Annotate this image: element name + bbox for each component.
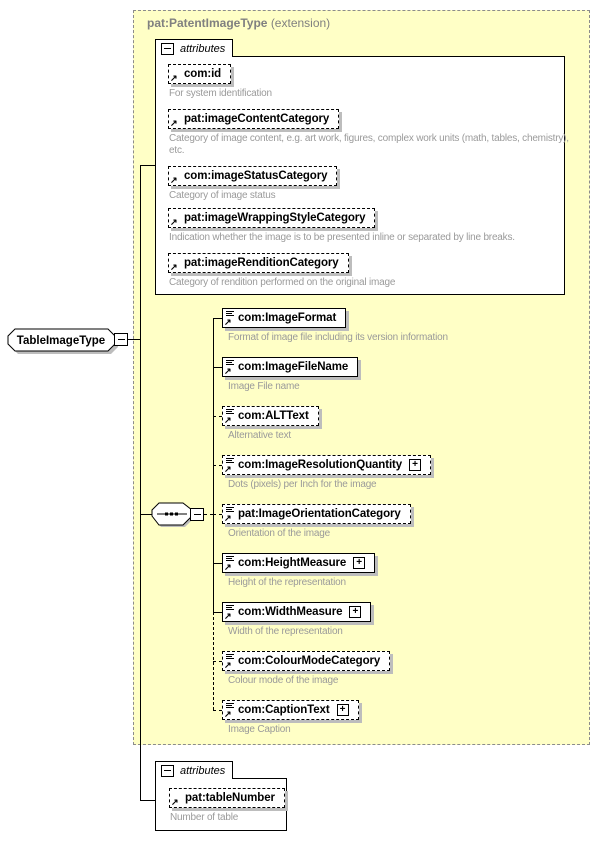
attribute-description: Indication whether the image is to be presented inline or separated by line breaks. [169, 232, 515, 243]
root-element-name: TableImageType [16, 335, 106, 347]
content-lines-icon [226, 605, 234, 610]
bottom-attributes-container [155, 778, 287, 831]
attribute-description: For system identification [169, 88, 272, 99]
element-description: Height of the representation [228, 577, 346, 588]
attributes-tab-label: attributes [180, 42, 226, 55]
ne-arrow-icon: ↗ [224, 317, 232, 327]
connector-line [204, 514, 213, 515]
content-lines-icon [226, 556, 234, 561]
ne-arrow-icon: ↗ [224, 464, 232, 474]
content-lines-icon [226, 654, 234, 659]
element-name: pat:ImageOrientationCategory [238, 508, 401, 520]
ne-arrow-icon: ↗ [224, 709, 232, 719]
connector-line [213, 710, 222, 711]
ne-arrow-icon: ↗ [170, 262, 178, 272]
element-description: Format of image file including its version information [228, 332, 448, 343]
expand-plus-icon[interactable]: + [337, 704, 349, 716]
content-lines-icon [226, 360, 234, 365]
attribute-item [168, 253, 571, 289]
attribute-box[interactable] [168, 253, 349, 273]
attributes-tab-label: attributes [180, 764, 226, 777]
attribute-name: pat:imageRenditionCategory [184, 257, 339, 269]
connector-line [213, 367, 222, 368]
element-name: com:CaptionText [238, 704, 330, 716]
connector-line [140, 165, 155, 166]
connector-line [213, 612, 222, 613]
attribute-item [168, 208, 571, 244]
content-lines-icon [226, 507, 234, 512]
element-box[interactable] [222, 602, 371, 622]
element-name: com:ImageFormat [238, 312, 337, 324]
region-title [147, 16, 330, 30]
element-item [222, 504, 411, 539]
element-description: Dots (pixels) per Inch for the image [228, 479, 377, 490]
attribute-name: pat:imageContentCategory [184, 113, 330, 125]
element-name: com:WidthMeasure [238, 606, 343, 618]
attribute-box[interactable] [168, 64, 231, 84]
attribute-box[interactable] [168, 208, 375, 228]
ne-arrow-icon: ↗ [224, 366, 232, 376]
attribute-item [168, 64, 571, 100]
expand-plus-icon[interactable]: + [353, 557, 365, 569]
element-item [222, 308, 448, 343]
ne-arrow-icon: ↗ [224, 415, 232, 425]
element-description: Colour mode of the image [228, 675, 339, 686]
element-name: com:ColourModeCategory [238, 655, 381, 667]
element-description: Alternative text [228, 430, 291, 441]
element-box[interactable] [222, 357, 358, 377]
element-name: com:ALTText [238, 410, 309, 422]
element-box[interactable] [222, 308, 346, 328]
attribute-name: com:id [184, 68, 222, 80]
attribute-box[interactable] [168, 109, 339, 129]
connector-line [213, 661, 222, 662]
element-item [222, 651, 390, 686]
element-name: com:HeightMeasure [238, 557, 347, 569]
content-lines-icon [226, 409, 234, 414]
content-lines-icon [226, 703, 234, 708]
attribute-item [168, 166, 571, 202]
attribute-description: Category of image status [169, 190, 276, 201]
ne-arrow-icon: ↗ [224, 562, 232, 572]
connector-line [213, 318, 222, 319]
ne-arrow-icon: ↗ [224, 660, 232, 670]
element-item [222, 455, 431, 490]
root-collapse-toggle[interactable] [114, 333, 128, 346]
attribute-box[interactable] [169, 788, 285, 808]
element-item [222, 602, 371, 637]
attributes-collapse-toggle[interactable] [161, 43, 174, 55]
element-item [222, 357, 358, 392]
attribute-description: Number of table [170, 812, 239, 823]
content-lines-icon [226, 458, 234, 463]
top-attributes-tab[interactable] [155, 39, 233, 57]
attribute-item [169, 788, 572, 824]
region-extension-label: (extension) [270, 16, 331, 30]
attribute-description: Category of rendition performed on the original image [169, 277, 396, 288]
element-box[interactable] [222, 553, 375, 573]
attributes-collapse-toggle[interactable] [161, 765, 174, 777]
connector-line [140, 165, 141, 800]
attribute-name: pat:imageWrappingStyleCategory [184, 212, 366, 224]
top-attributes-container [155, 56, 569, 295]
bottom-attributes-tab[interactable] [155, 761, 233, 779]
element-item [222, 406, 319, 441]
expand-plus-icon[interactable]: + [409, 459, 421, 471]
element-item [222, 700, 359, 735]
ne-arrow-icon: ↗ [224, 611, 232, 621]
element-description: Image Caption [228, 724, 291, 735]
element-box[interactable] [222, 700, 359, 720]
sequence-collapse-toggle[interactable] [190, 508, 204, 521]
element-description: Image File name [228, 381, 300, 392]
element-name: com:ImageFileName [238, 361, 349, 373]
attribute-box[interactable] [168, 166, 337, 186]
element-box[interactable] [222, 504, 411, 524]
element-name: com:ImageResolutionQuantity [238, 459, 403, 471]
ne-arrow-icon: ↗ [224, 513, 232, 523]
attribute-item [168, 109, 571, 157]
attribute-description: Category of image content, e.g. art work, figures, complex work units (math, tables, chemistry), etc. [169, 133, 569, 156]
region-type-name: pat:PatentImageType [147, 16, 268, 30]
ne-arrow-icon: ↗ [170, 175, 178, 185]
element-description: Orientation of the image [228, 528, 330, 539]
attribute-name: com:imageStatusCategory [184, 170, 328, 182]
element-description: Width of the representation [228, 626, 343, 637]
ne-arrow-icon: ↗ [171, 797, 179, 807]
expand-plus-icon[interactable]: + [349, 606, 361, 618]
connector-line [213, 465, 222, 466]
connector-line [213, 416, 222, 417]
element-item [222, 553, 375, 588]
connector-line [140, 800, 155, 801]
connector-line [213, 563, 222, 564]
content-lines-icon [226, 311, 234, 316]
ne-arrow-icon: ↗ [170, 73, 178, 83]
attribute-name: pat:tableNumber [185, 792, 275, 804]
ne-arrow-icon: ↗ [170, 118, 178, 128]
connector-line [213, 514, 222, 515]
element-box[interactable] [222, 651, 390, 671]
element-box[interactable] [222, 406, 319, 426]
element-box[interactable] [222, 455, 431, 475]
ne-arrow-icon: ↗ [170, 217, 178, 227]
